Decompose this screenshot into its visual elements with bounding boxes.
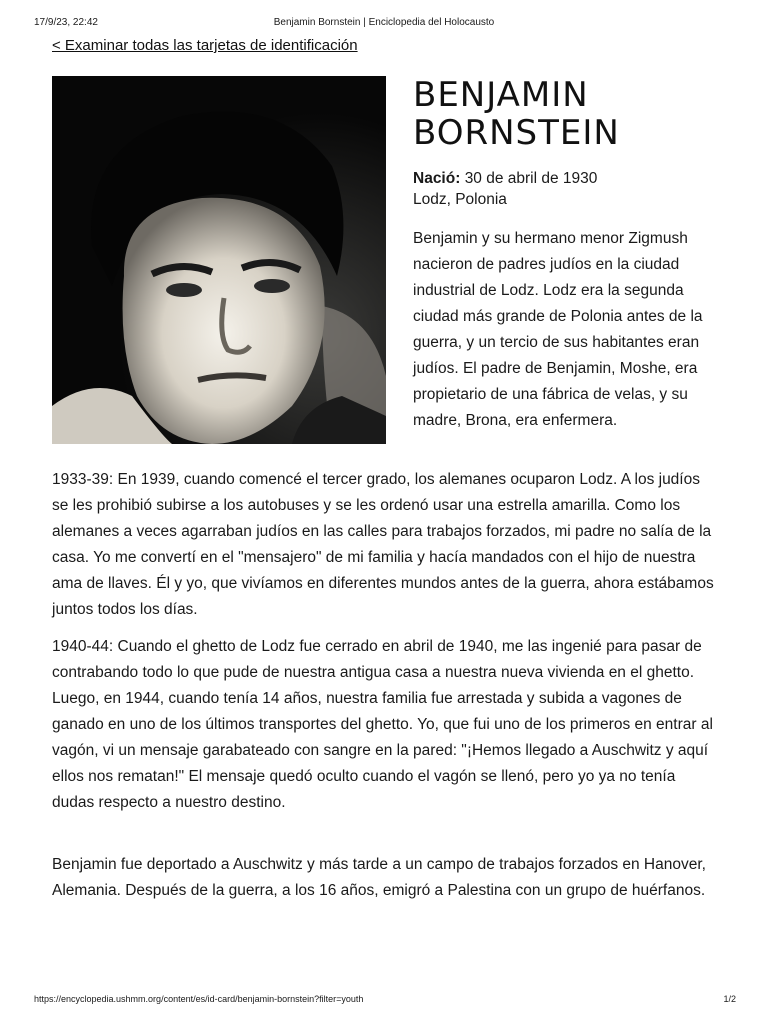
intro-paragraph: Benjamin y su hermano menor Zigmush nacieron de padres judíos en la ciudad industrial de Lodz. Lodz era la segunda ciudad más grande de Polonia antes de la guerra, y un tercio de sus habitantes eran judíos. El padre de Benjamin, Moshe, era propietario de una fábrica de velas, y su madre, Brona, era enfermera. (413, 230, 703, 429)
birth-info (413, 168, 597, 210)
print-footer-url: https://encyclopedia.ushmm.org/content/es/id-card/benjamin-bornstein?filter=youth (34, 994, 364, 1004)
print-page-title: Benjamin Bornstein | Enciclopedia del Holocausto (273, 17, 495, 28)
person-name-first: BENJAMIN (413, 75, 589, 115)
story-paragraph-postwar: Benjamin fue deportado a Auschwitz y más tarde a un campo de trabajos forzados en Hanover, Alemania. Después de la guerra, a los 16 años, emigró a Palestina con un grupo de huérfanos. (52, 856, 706, 899)
back-to-id-cards-link[interactable]: < Examinar todas las tarjetas de identificación (52, 37, 358, 54)
story-paragraph-1940-44: 1940-44: Cuando el ghetto de Lodz fue cerrado en abril de 1940, me las ingenié para pasar de contrabando todo lo que pude de nuestra antigua casa a nuestra nueva vivienda en el ghetto. Luego, en 1944, cuando tenía 14 años, nuestra familia fue arrestada y subida a vagones de ganado en uno de los últimos transportes del ghetto. Yo, que fui uno de los primeros en entrar al vagón, vi un mensaje garabateado con sangre en la pared: "¡Hemos llegado a Auschwitz y aquí ellos nos rematan!" El mensaje quedó oculto cuando el vagón se llenó, pero yo ya no tenía dudas respecto a nuestro destino. (52, 638, 713, 811)
born-label: Nació: (413, 170, 461, 187)
born-place: Lodz, Polonia (413, 191, 507, 208)
portrait-photo (52, 76, 386, 444)
print-page-number: 1/2 (723, 994, 736, 1004)
print-datetime: 17/9/23, 22:42 (34, 17, 98, 28)
story-paragraph-1933-39: 1933-39: En 1939, cuando comencé el tercer grado, los alemanes ocuparon Lodz. A los judíos se les prohibió subirse a los autobuses y se les ordenó usar una estrella amarilla. Como los alemanes a veces agarraban judíos en las calles para trabajos forzados, mi padre no salía de la casa. Yo me convertí en el "mensajero" de mi familia y hacía mandados con el hijo de nuestra ama de llaves. Él y yo, que vivíamos en diferentes mundos antes de la guerra, ahora estábamos juntos todos los días. (52, 471, 714, 618)
person-name-last: BORNSTEIN (413, 113, 620, 153)
person-name (413, 76, 733, 152)
born-date: 30 de abril de 1930 (464, 170, 598, 187)
